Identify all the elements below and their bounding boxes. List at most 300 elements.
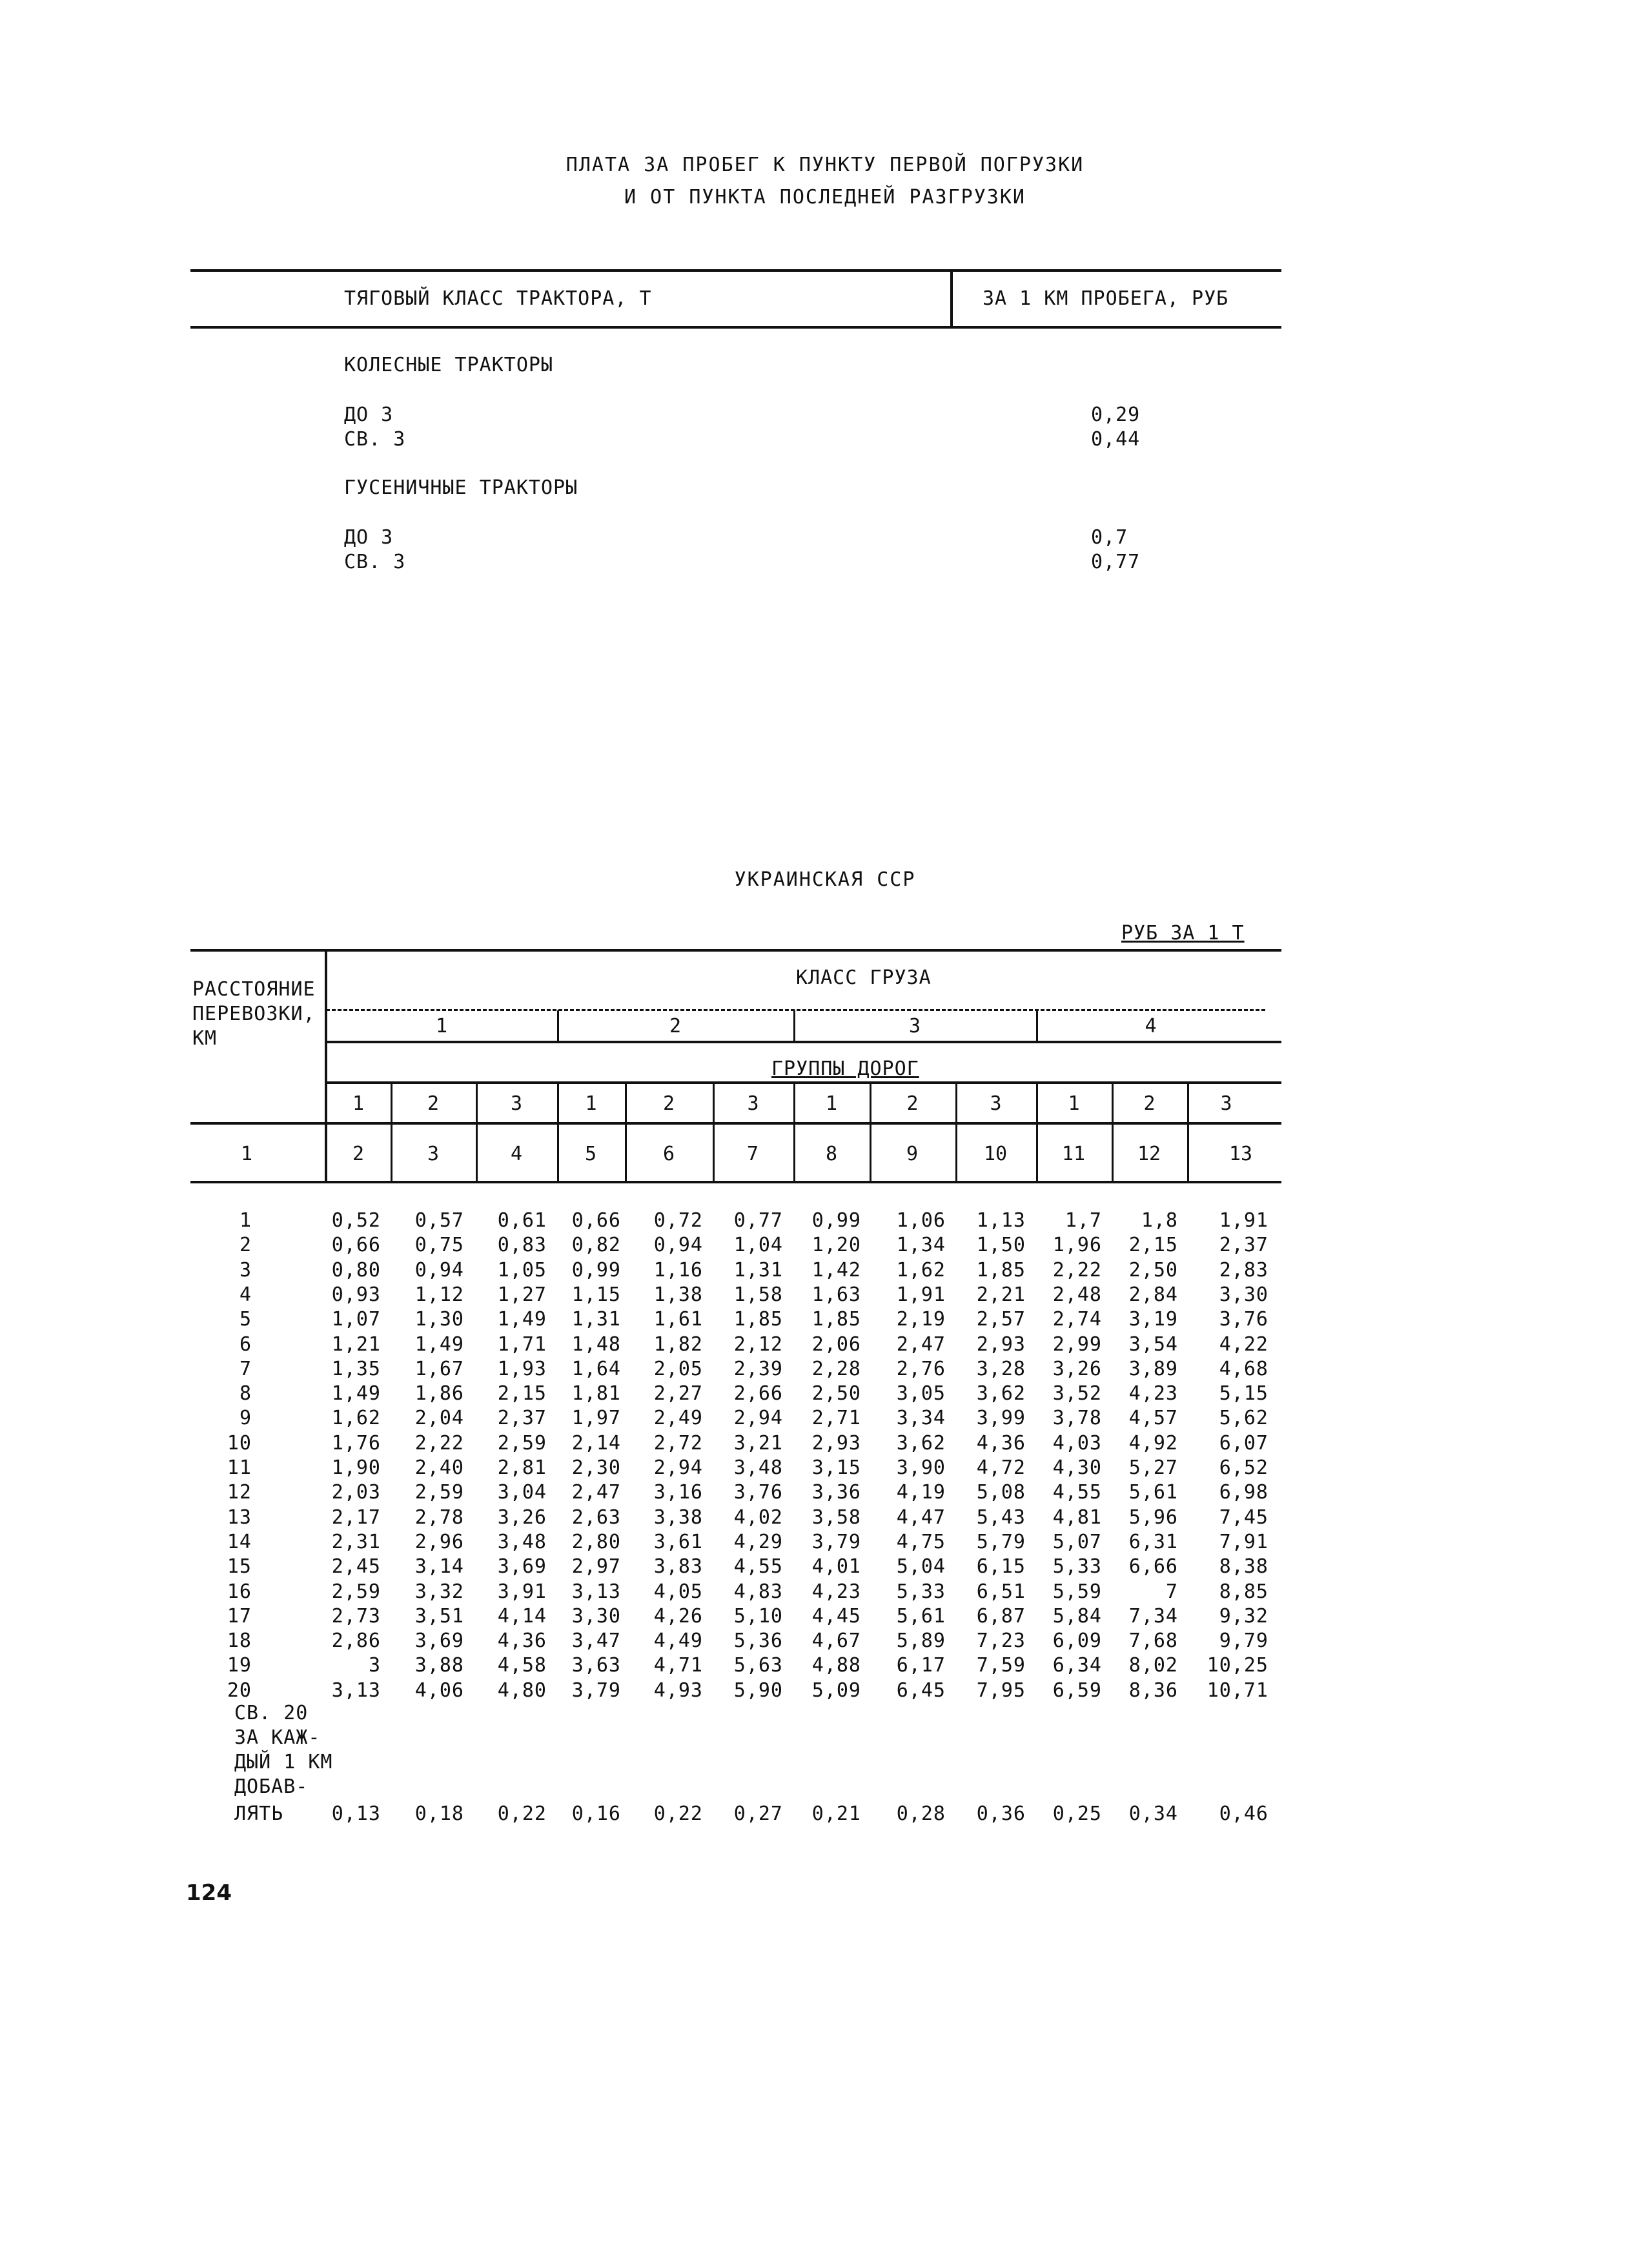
column-number-cell: 5	[584, 1143, 597, 1165]
cargo-class-cell: 3	[908, 1015, 921, 1037]
table-cell: 5,62	[1219, 1407, 1268, 1429]
table-cell: 2,37	[1219, 1234, 1268, 1256]
table-cell: 4,36	[976, 1432, 1026, 1455]
cargo-class-cell: 1	[435, 1015, 448, 1037]
table-cell: 3,48	[497, 1531, 547, 1553]
table-cell: 2,49	[653, 1407, 703, 1429]
table-cell: 1,91	[1219, 1209, 1268, 1232]
table-cell: 4,19	[896, 1481, 946, 1504]
table-cell: 3,76	[1219, 1308, 1268, 1331]
table-cell: 1,04	[733, 1234, 783, 1256]
table-cell: 2,37	[497, 1407, 547, 1429]
table-cell: 2,22	[1052, 1259, 1102, 1282]
table-cell: 4,55	[733, 1555, 783, 1578]
table-cell: 2,94	[733, 1407, 783, 1429]
table-cell: 4,14	[497, 1605, 547, 1628]
column-number-cell: 8	[825, 1143, 838, 1165]
extra-value-cell: 0,25	[1052, 1803, 1102, 1825]
table-cell: 1,05	[497, 1259, 547, 1282]
row-km: 6	[239, 1333, 252, 1356]
row-km: 13	[227, 1506, 252, 1529]
table-cell: 4,58	[497, 1654, 547, 1677]
top-row-value: 0,77	[1091, 551, 1141, 573]
extra-value-cell: 0,13	[331, 1803, 381, 1825]
extra-value-cell: 0,27	[733, 1803, 783, 1825]
table-cell: 1,85	[976, 1259, 1026, 1282]
table-cell: 3,05	[896, 1382, 946, 1405]
table-cell: 6,34	[1052, 1654, 1102, 1677]
table-cell: 3,26	[1052, 1358, 1102, 1380]
table-cell: 5,61	[896, 1605, 946, 1628]
top-row-label: ДО 3	[344, 404, 394, 426]
table-cell: 0,99	[571, 1259, 621, 1282]
table-cell: 1,64	[571, 1358, 621, 1380]
table-cell: 2,86	[331, 1629, 381, 1652]
table-cell: 1,34	[896, 1234, 946, 1256]
table-cell: 0,82	[571, 1234, 621, 1256]
table-cell: 1,7	[1064, 1209, 1102, 1232]
table-cell: 1,16	[653, 1259, 703, 1282]
table-cell: 6,51	[976, 1580, 1026, 1603]
table-cell: 5,84	[1052, 1605, 1102, 1628]
table-cell: 4,05	[653, 1580, 703, 1603]
table-cell: 3,13	[571, 1580, 621, 1603]
table-cell: 1,49	[497, 1308, 547, 1331]
table-cell: 1,49	[331, 1382, 381, 1405]
table-cell: 1,49	[414, 1333, 464, 1356]
table-cell: 2,30	[571, 1456, 621, 1479]
table-cell: 3,38	[653, 1506, 703, 1529]
table-cell: 1,31	[571, 1308, 621, 1331]
table-cell: 8,02	[1128, 1654, 1178, 1677]
table-cell: 8,38	[1219, 1555, 1268, 1578]
class-row-rule	[326, 1041, 1281, 1043]
top-row-label: ДО 3	[344, 526, 394, 549]
table-cell: 4,23	[811, 1580, 861, 1603]
table-cell: 3,89	[1128, 1358, 1178, 1380]
table-cell: 1,71	[497, 1333, 547, 1356]
top-row-label: СВ. 3	[344, 428, 406, 451]
table-cell: 2,15	[497, 1382, 547, 1405]
table-cell: 1,27	[497, 1283, 547, 1306]
table-cell: 2,04	[414, 1407, 464, 1429]
table-cell: 3,62	[976, 1382, 1026, 1405]
table-cell: 2,81	[497, 1456, 547, 1479]
table-cell: 4,49	[653, 1629, 703, 1652]
table-cell: 1,31	[733, 1259, 783, 1282]
table-cell: 4,45	[811, 1605, 861, 1628]
road-group-cell: 2	[1143, 1092, 1156, 1115]
table-cell: 4,71	[653, 1654, 703, 1677]
table-cell: 1,85	[733, 1308, 783, 1331]
extra-value-cell: 0,16	[571, 1803, 621, 1825]
table-cell: 5,10	[733, 1605, 783, 1628]
column-number-cell: 11	[1061, 1143, 1086, 1165]
extra-label-line: СВ. 20	[234, 1702, 309, 1724]
table-cell: 5,90	[733, 1679, 783, 1702]
row-km: 8	[239, 1382, 252, 1405]
column-divider	[476, 1083, 478, 1181]
table-cell: 1,8	[1141, 1209, 1178, 1232]
class-divider	[557, 1010, 559, 1041]
column-number-cell: 1	[240, 1143, 253, 1165]
table-cell: 4,67	[811, 1629, 861, 1652]
table-cell: 3,83	[653, 1555, 703, 1578]
table-cell: 1,91	[896, 1283, 946, 1306]
table-cell: 7,68	[1128, 1629, 1178, 1652]
road-group-cell: 1	[585, 1092, 597, 1115]
table-cell: 7,95	[976, 1679, 1026, 1702]
table-cell: 1,85	[811, 1308, 861, 1331]
table-cell: 4,30	[1052, 1456, 1102, 1479]
table-cell: 2,71	[811, 1407, 861, 1429]
table-cell: 5,27	[1128, 1456, 1178, 1479]
table-cell: 1,06	[896, 1209, 946, 1232]
table-cell: 1,81	[571, 1382, 621, 1405]
extra-label-line: ЗА КАЖ-	[234, 1726, 321, 1749]
table-cell: 1,62	[896, 1259, 946, 1282]
table-title: УКРАИНСКАЯ ССР	[734, 868, 916, 891]
table-unit: РУБ ЗА 1 Т	[1121, 922, 1245, 945]
column-number-cell: 10	[983, 1143, 1008, 1165]
table-cell: 2,17	[331, 1506, 381, 1529]
extra-value-cell: 0,28	[896, 1803, 946, 1825]
table-cell: 8,36	[1128, 1679, 1178, 1702]
table-cell: 2,66	[733, 1382, 783, 1405]
table-cell: 2,03	[331, 1481, 381, 1504]
table-cell: 4,83	[733, 1580, 783, 1603]
row-km: 12	[227, 1481, 252, 1504]
table-cell: 3,69	[414, 1629, 464, 1652]
table-cell: 2,47	[571, 1481, 621, 1504]
table-cell: 2,12	[733, 1333, 783, 1356]
column-divider	[1036, 1083, 1038, 1181]
extra-label-line: ДЫЙ 1 КМ	[234, 1751, 333, 1773]
table-cell: 4,01	[811, 1555, 861, 1578]
table-cell: 0,57	[414, 1209, 464, 1232]
table-cell: 5,07	[1052, 1531, 1102, 1553]
table-cell: 0,94	[414, 1259, 464, 1282]
row-km: 10	[227, 1432, 252, 1455]
header-rule-top	[190, 949, 1281, 952]
table-cell: 2,28	[811, 1358, 861, 1380]
class-divider	[793, 1010, 795, 1041]
table-cell: 6,87	[976, 1605, 1026, 1628]
column-divider	[391, 1083, 392, 1181]
table-cell: 3,88	[414, 1654, 464, 1677]
road-group-cell: 3	[510, 1092, 523, 1115]
top-title-line2: И ОТ ПУНКТА ПОСЛЕДНЕЙ РАЗГРУЗКИ	[624, 186, 1026, 209]
table-cell: 2,14	[571, 1432, 621, 1455]
table-cell: 4,22	[1219, 1333, 1268, 1356]
table-cell: 1,20	[811, 1234, 861, 1256]
extra-value-cell: 0,22	[653, 1803, 703, 1825]
table-cell: 2,19	[896, 1308, 946, 1331]
road-group-cell: 1	[352, 1092, 365, 1115]
table-cell: 5,04	[896, 1555, 946, 1578]
cargo-class-dashed-rule	[326, 1009, 1265, 1011]
table-cell: 4,03	[1052, 1432, 1102, 1455]
column-number-cell: 6	[662, 1143, 675, 1165]
table-cell: 3,21	[733, 1432, 783, 1455]
table-cell: 3,15	[811, 1456, 861, 1479]
road-row-rule	[190, 1122, 1281, 1125]
table-cell: 0,66	[571, 1209, 621, 1232]
table-cell: 10,71	[1207, 1679, 1268, 1702]
table-cell: 3,04	[497, 1481, 547, 1504]
table-cell: 4,72	[976, 1456, 1026, 1479]
table-cell: 4,92	[1128, 1432, 1178, 1455]
table-cell: 1,61	[653, 1308, 703, 1331]
extra-label-line: ЛЯТЬ	[234, 1803, 284, 1825]
table-cell: 10,25	[1207, 1654, 1268, 1677]
table-cell: 4,55	[1052, 1481, 1102, 1504]
table-cell: 0,77	[733, 1209, 783, 1232]
distance-header-line2: ПЕРЕВОЗКИ,	[192, 1003, 316, 1025]
table-cell: 2,93	[976, 1333, 1026, 1356]
table-cell: 4,88	[811, 1654, 861, 1677]
extra-value-cell: 0,46	[1219, 1803, 1268, 1825]
table-cell: 2,22	[414, 1432, 464, 1455]
table-cell: 3,19	[1128, 1308, 1178, 1331]
table-cell: 8,85	[1219, 1580, 1268, 1603]
table-cell: 6,09	[1052, 1629, 1102, 1652]
column-divider	[870, 1083, 871, 1181]
table-cell: 6,66	[1128, 1555, 1178, 1578]
table-cell: 1,90	[331, 1456, 381, 1479]
table-cell: 2,27	[653, 1382, 703, 1405]
road-groups-header: ГРУППЫ ДОРОГ	[771, 1057, 919, 1080]
table-cell: 3,76	[733, 1481, 783, 1504]
table-cell: 3,14	[414, 1555, 464, 1578]
table-cell: 2,21	[976, 1283, 1026, 1306]
table-cell: 1,76	[331, 1432, 381, 1455]
table-cell: 3,30	[1219, 1283, 1268, 1306]
table-cell: 2,15	[1128, 1234, 1178, 1256]
table-cell: 2,63	[571, 1506, 621, 1529]
road-groups-rule	[326, 1081, 1281, 1084]
table-cell: 5,79	[976, 1531, 1026, 1553]
table-cell: 0,52	[331, 1209, 381, 1232]
table-cell: 7	[1165, 1580, 1178, 1603]
table-cell: 2,06	[811, 1333, 861, 1356]
table-cell: 1,63	[811, 1283, 861, 1306]
table-cell: 3,79	[811, 1531, 861, 1553]
row-km: 4	[239, 1283, 252, 1306]
top-group-tracked: ГУСЕНИЧНЫЕ ТРАКТОРЫ	[344, 476, 578, 499]
column-divider	[793, 1083, 795, 1181]
distance-header-line3: КМ	[192, 1027, 218, 1050]
table-cell: 7,34	[1128, 1605, 1178, 1628]
table-cell: 9,79	[1219, 1629, 1268, 1652]
table-cell: 3,61	[653, 1531, 703, 1553]
table-cell: 0,94	[653, 1234, 703, 1256]
extra-label-line: ДОБАВ-	[234, 1775, 309, 1798]
table-cell: 3,99	[976, 1407, 1026, 1429]
table-cell: 1,96	[1052, 1234, 1102, 1256]
column-divider	[1112, 1083, 1114, 1181]
table-cell: 7,59	[976, 1654, 1026, 1677]
table-cell: 4,47	[896, 1506, 946, 1529]
top-row-value: 0,7	[1091, 526, 1128, 549]
column-number-cell: 4	[510, 1143, 523, 1165]
row-km: 2	[239, 1234, 252, 1256]
row-km: 7	[239, 1358, 252, 1380]
table-cell: 3,62	[896, 1432, 946, 1455]
table-cell: 6,98	[1219, 1481, 1268, 1504]
top-title-line1: ПЛАТА ЗА ПРОБЕГ К ПУНКТУ ПЕРВОЙ ПОГРУЗКИ	[565, 154, 1085, 176]
table-cell: 2,05	[653, 1358, 703, 1380]
column-number-cell: 7	[746, 1143, 759, 1165]
table-cell: 3,30	[571, 1605, 621, 1628]
table-cell: 7,23	[976, 1629, 1026, 1652]
column-number-cell: 3	[427, 1143, 440, 1165]
table-cell: 2,39	[733, 1358, 783, 1380]
table-cell: 3,47	[571, 1629, 621, 1652]
table-cell: 2,59	[497, 1432, 547, 1455]
table-cell: 5,61	[1128, 1481, 1178, 1504]
table-cell: 2,47	[896, 1333, 946, 1356]
table-cell: 3,63	[571, 1654, 621, 1677]
row-km: 20	[227, 1679, 252, 1702]
header-rule-bottom	[190, 1181, 1281, 1183]
table-cell: 4,93	[653, 1679, 703, 1702]
road-group-cell: 3	[1220, 1092, 1232, 1115]
table-cell: 5,33	[896, 1580, 946, 1603]
row-km: 16	[227, 1580, 252, 1603]
table-cell: 2,84	[1128, 1283, 1178, 1306]
table-cell: 5,96	[1128, 1506, 1178, 1529]
table-cell: 7,91	[1219, 1531, 1268, 1553]
top-table-col-divider	[950, 272, 953, 327]
table-cell: 1,82	[653, 1333, 703, 1356]
column-divider	[955, 1083, 957, 1181]
table-cell: 6,31	[1128, 1531, 1178, 1553]
table-cell: 5,33	[1052, 1555, 1102, 1578]
column-number-cell: 13	[1228, 1143, 1253, 1165]
extra-value-cell: 0,34	[1128, 1803, 1178, 1825]
table-cell: 1,93	[497, 1358, 547, 1380]
table-cell: 5,15	[1219, 1382, 1268, 1405]
table-cell: 2,48	[1052, 1283, 1102, 1306]
road-group-cell: 2	[662, 1092, 675, 1115]
table-cell: 2,31	[331, 1531, 381, 1553]
page-number: 124	[186, 1880, 232, 1906]
road-group-cell: 3	[747, 1092, 759, 1115]
table-cell: 9,32	[1219, 1605, 1268, 1628]
row-km: 19	[227, 1654, 252, 1677]
table-cell: 2,97	[571, 1555, 621, 1578]
table-cell: 2,93	[811, 1432, 861, 1455]
table-cell: 2,59	[331, 1580, 381, 1603]
table-cell: 2,50	[1128, 1259, 1178, 1282]
table-cell: 5,08	[976, 1481, 1026, 1504]
row-km: 15	[227, 1555, 252, 1578]
table-cell: 4,80	[497, 1679, 547, 1702]
table-cell: 2,57	[976, 1308, 1026, 1331]
table-cell: 3,34	[896, 1407, 946, 1429]
table-cell: 1,12	[414, 1283, 464, 1306]
cargo-class-header: КЛАСС ГРУЗА	[796, 966, 932, 989]
top-group-wheeled: КОЛЕСНЫЕ ТРАКТОРЫ	[344, 354, 554, 376]
table-cell: 4,26	[653, 1605, 703, 1628]
row-km: 17	[227, 1605, 252, 1628]
table-cell: 3,28	[976, 1358, 1026, 1380]
table-cell: 4,29	[733, 1531, 783, 1553]
row-km: 3	[239, 1259, 252, 1282]
row-km: 18	[227, 1629, 252, 1652]
table-cell: 4,57	[1128, 1407, 1178, 1429]
table-cell: 6,17	[896, 1654, 946, 1677]
table-cell: 3,90	[896, 1456, 946, 1479]
table-cell: 1,48	[571, 1333, 621, 1356]
table-cell: 2,96	[414, 1531, 464, 1553]
table-cell: 2,94	[653, 1456, 703, 1479]
row-km: 11	[227, 1456, 252, 1479]
table-cell: 2,74	[1052, 1308, 1102, 1331]
table-cell: 2,50	[811, 1382, 861, 1405]
cargo-class-cell: 2	[669, 1015, 682, 1037]
top-row-value: 0,44	[1091, 428, 1141, 451]
table-cell: 2,72	[653, 1432, 703, 1455]
table-cell: 1,67	[414, 1358, 464, 1380]
road-group-cell: 1	[825, 1092, 838, 1115]
column-divider	[713, 1083, 715, 1181]
table-cell: 3,13	[331, 1679, 381, 1702]
table-cell: 4,36	[497, 1629, 547, 1652]
table-cell: 5,09	[811, 1679, 861, 1702]
extra-value-cell: 0,21	[811, 1803, 861, 1825]
table-cell: 3	[368, 1654, 381, 1677]
table-cell: 3,26	[497, 1506, 547, 1529]
table-cell: 0,80	[331, 1259, 381, 1282]
table-cell: 1,38	[653, 1283, 703, 1306]
table-cell: 1,62	[331, 1407, 381, 1429]
table-cell: 5,63	[733, 1654, 783, 1677]
road-group-cell: 2	[906, 1092, 919, 1115]
table-cell: 1,86	[414, 1382, 464, 1405]
table-cell: 6,52	[1219, 1456, 1268, 1479]
table-cell: 4,81	[1052, 1506, 1102, 1529]
table-cell: 2,83	[1219, 1259, 1268, 1282]
column-number-cell: 12	[1137, 1143, 1161, 1165]
table-cell: 3,51	[414, 1605, 464, 1628]
table-cell: 4,02	[733, 1506, 783, 1529]
column-divider	[557, 1083, 559, 1181]
table-cell: 2,76	[896, 1358, 946, 1380]
road-group-cell: 2	[427, 1092, 440, 1115]
table-cell: 0,72	[653, 1209, 703, 1232]
table-cell: 0,66	[331, 1234, 381, 1256]
road-group-cell: 1	[1068, 1092, 1080, 1115]
table-cell: 2,40	[414, 1456, 464, 1479]
row-km: 9	[239, 1407, 252, 1429]
road-group-cell: 3	[990, 1092, 1002, 1115]
table-cell: 6,15	[976, 1555, 1026, 1578]
row-km: 14	[227, 1531, 252, 1553]
top-row-value: 0,29	[1091, 404, 1141, 426]
extra-value-cell: 0,22	[497, 1803, 547, 1825]
table-cell: 1,97	[571, 1407, 621, 1429]
table-cell: 2,80	[571, 1531, 621, 1553]
table-cell: 5,36	[733, 1629, 783, 1652]
table-cell: 3,52	[1052, 1382, 1102, 1405]
top-col2-header: ЗА 1 КМ ПРОБЕГА, РУБ	[983, 287, 1229, 310]
table-cell: 3,32	[414, 1580, 464, 1603]
table-cell: 0,93	[331, 1283, 381, 1306]
column-number-cell: 9	[906, 1143, 919, 1165]
table-cell: 3,69	[497, 1555, 547, 1578]
